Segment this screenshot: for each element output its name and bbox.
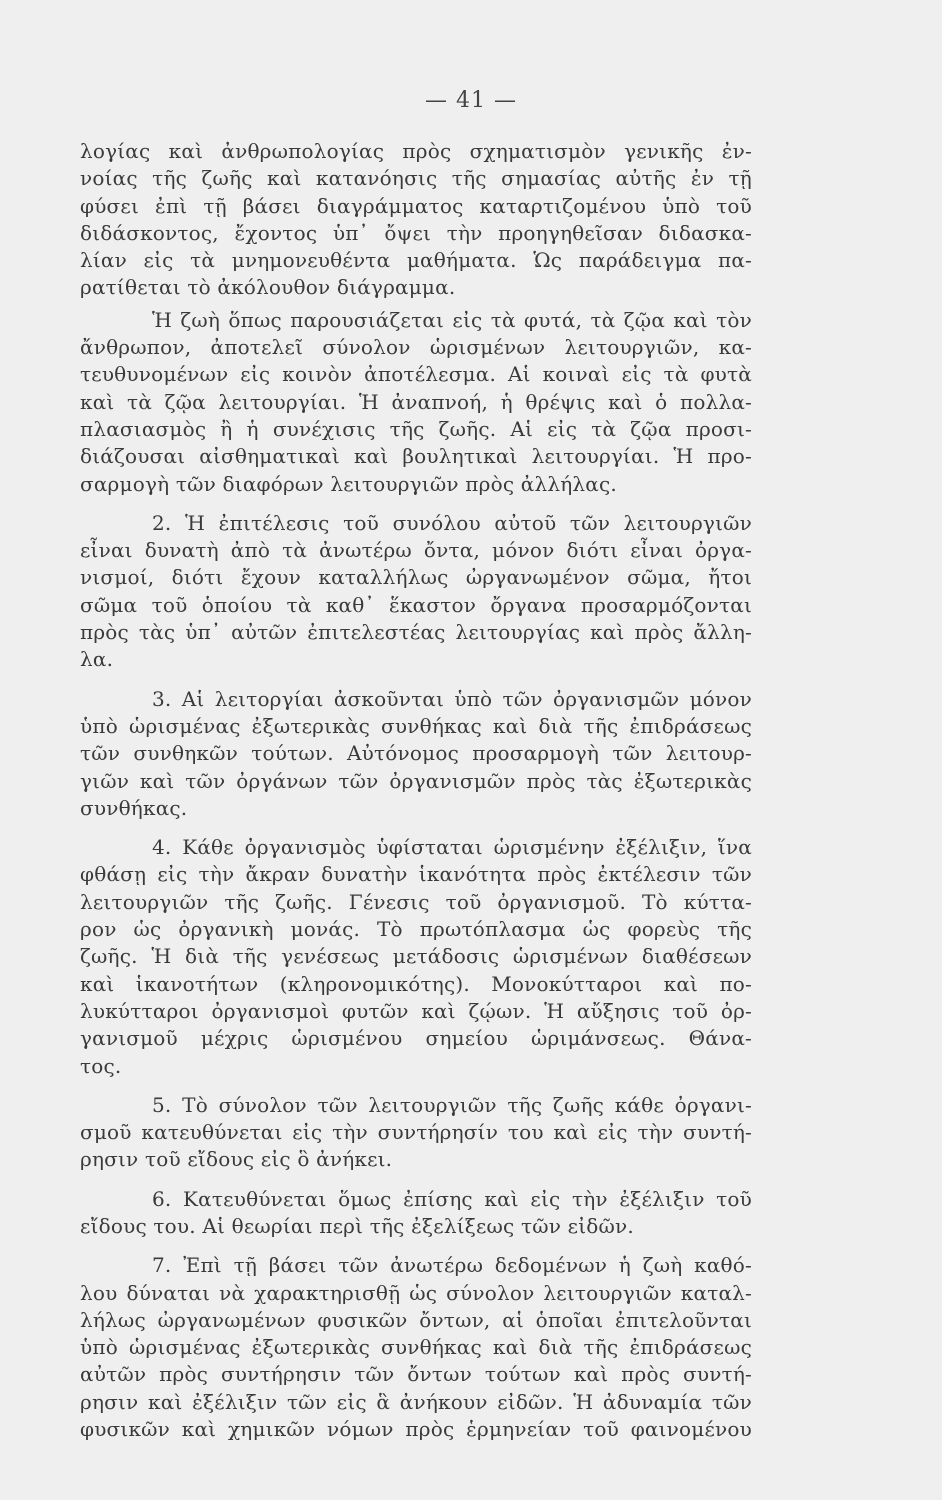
text-line: Ἡ ζωὴ ὅπως παρουσιάζεται εἰς τὰ φυτά, τὰ ζῷα καὶ τὸν	[152, 307, 752, 332]
page-body	[80, 138, 752, 1448]
text-line: 7. Ἐπὶ τῇ βάσει τῶν ἀνωτέρω δεδομένων ἡ ζωὴ καθό-	[152, 1253, 752, 1278]
text-line: εἶναι δυνατὴ ἀπὸ τὰ ἀνωτέρω ὄντα, μόνον διότι εἶναι ὀργα-	[80, 538, 752, 563]
text-line: λου δύναται νὰ χαρακτηρισθῇ ὡς σύνολον λειτουργιῶν καταλ-	[80, 1280, 752, 1305]
text-line: φθάσῃ εἰς τὴν ἄκραν δυνατὴν ἱκανότητα πρὸς ἐκτέλεσιν τῶν	[80, 862, 752, 887]
text-line: πρὸς τὰς ὑπ᾿ αὐτῶν ἐπιτελεστέας λειτουργίας καὶ πρὸς ἄλλη-	[80, 620, 752, 645]
paragraph-4	[80, 834, 752, 1080]
text-line: σμοῦ κατευθύνεται εἰς τὴν συντήρησίν του καὶ εἰς τὴν συντή-	[80, 1120, 752, 1145]
text-line: καὶ ἱκανοτήτων (κληρονομικότης). Μονοκύτταροι καὶ πο-	[80, 971, 752, 996]
text-line: σῶμα τοῦ ὁποίου τὰ καθ᾿ ἕκαστον ὄργανα προσαρμόζονται	[80, 592, 752, 617]
text-line: αὐτῶν πρὸς συντήρησιν τῶν ὄντων τούτων καὶ πρὸς συντή-	[80, 1362, 752, 1387]
text-line: γιῶν καὶ τῶν ὀργάνων τῶν ὀργανισμῶν πρὸς τὰς ἐξωτερικὰς	[80, 768, 752, 793]
text-line: λα.	[80, 647, 114, 672]
text-line: φυσικῶν καὶ χημικῶν νόμων πρὸς ἑρμηνείαν τοῦ φαινομένου	[80, 1417, 752, 1442]
text-line: συνθήκας.	[80, 795, 188, 820]
text-line: ὑπὸ ὡρισμένας ἐξωτερικὰς συνθήκας καὶ διὰ τῆς ἐπιδράσεως	[80, 1335, 752, 1360]
paragraph-5	[80, 1092, 752, 1174]
text-line: νισμοί, διότι ἔχουν καταλλήλως ὠργανωμένον σῶμα, ἤτοι	[80, 565, 752, 590]
text-line: ρατίθεται τὸ ἀκόλουθον διάγραμμα.	[80, 275, 456, 300]
text-line: ρησιν καὶ ἐξέλιξιν τῶν εἰς ἃ ἀνήκουν εἰδῶν. Ἡ ἀδυναμία τῶν	[80, 1389, 752, 1414]
text-line: πλασιασμὸς ἢ ἡ συνέχισις τῆς ζωῆς. Αἱ εἰς τὰ ζῷα προσι-	[80, 416, 752, 441]
text-line: ἄνθρωπον, ἀποτελεῖ σύνολον ὡρισμένων λειτουργιῶν, κα-	[80, 335, 752, 360]
text-line: λογίας καὶ ἀνθρωπολογίας πρὸς σχηματισμὸν γενικῆς ἐν-	[80, 139, 752, 163]
text-line: λειτουργιῶν τῆς ζωῆς. Γένεσις τοῦ ὀργανισμοῦ. Τὸ κύττα-	[80, 889, 752, 914]
text-line: ζωῆς. Ἡ διὰ τῆς γενέσεως μετάδοσις ὡρισμένων διαθέσεων	[80, 944, 752, 969]
text-line: ὑπὸ ὡρισμένας ἐξωτερικὰς συνθήκας καὶ διὰ τῆς ἐπιδράσεως	[80, 713, 752, 738]
text-line: τος.	[80, 1053, 122, 1078]
paragraph-6	[80, 1186, 752, 1241]
text-line: τῶν συνθηκῶν τούτων. Αὐτόνομος προσαρμογὴ τῶν λειτουρ-	[80, 741, 752, 766]
text-line: καὶ τὰ ζῷα λειτουργίαι. Ἡ ἀναπνοή, ἡ θρέψις καὶ ὁ πολλα-	[80, 389, 752, 414]
text-line: ρον ὡς ὀργανικὴ μονάς. Τὸ πρωτόπλασμα ὡς φορεὺς τῆς	[80, 917, 752, 942]
text-line: ρησιν τοῦ εἴδους εἰς ὃ ἀνήκει.	[80, 1147, 393, 1172]
paragraph-2	[80, 510, 752, 674]
text-line: νοίας τῆς ζωῆς καὶ κατανόησις τῆς σημασίας αὐτῆς ἐν τῇ	[80, 166, 752, 191]
text-line: γανισμοῦ μέχρις ὡρισμένου σημείου ὡριμάνσεως. Θάνα-	[80, 1026, 752, 1051]
text-line: 6. Κατευθύνεται ὅμως ἐπίσης καὶ εἰς τὴν ἐξέλιξιν τοῦ	[152, 1186, 752, 1211]
text-line: φύσει ἐπὶ τῇ βάσει διαγράμματος καταρτιζομένου ὑπὸ τοῦ	[80, 193, 752, 218]
text-line: λίαν εἰς τὰ μνημονευθέντα μαθήματα. Ὡς παράδειγμα πα-	[80, 248, 752, 273]
text-line: διδάσκοντος, ἔχοντος ὑπ᾿ ὄψει τὴν προηγηθεῖσαν διδασκα-	[80, 220, 752, 245]
text-line: 2. Ἡ ἐπιτέλεσις τοῦ συνόλου αὐτοῦ τῶν λειτουργιῶν	[152, 510, 752, 535]
text-line: εἴδους του. Αἱ θεωρίαι περὶ τῆς ἐξελίξεως τῶν εἰδῶν.	[80, 1213, 634, 1238]
paragraph-7	[80, 1252, 752, 1443]
text-line: 3. Αἱ λειτοργίαι ἀσκοῦνται ὑπὸ τῶν ὀργανισμῶν μόνον	[152, 686, 752, 711]
text-line: 4. Κάθε ὀργανισμὸς ὑφίσταται ὡρισμένην ἐξέλιξιν, ἵνα	[152, 835, 752, 860]
paragraph-life-definition	[80, 307, 752, 498]
text-line: τευθυνομένων εἰς κοινὸν ἀποτέλεσμα. Αἱ κοιναὶ εἰς τὰ φυτὰ	[80, 362, 752, 387]
paragraph-continuation	[80, 138, 752, 302]
text-line: διάζουσαι αἰσθηματικαὶ καὶ βουλητικαὶ λειτουργίαι. Ἡ προ-	[80, 444, 752, 469]
paragraph-3	[80, 686, 752, 822]
text-line: λυκύτταροι ὀργανισμοὶ φυτῶν καὶ ζῴων. Ἡ αὔξησις τοῦ ὀρ-	[80, 998, 752, 1023]
page-number: — 41 —	[425, 88, 517, 113]
text-line: σαρμογὴ τῶν διαφόρων λειτουργιῶν πρὸς ἀλλήλας.	[80, 471, 617, 496]
text-line: λήλως ὠργανωμένων φυσικῶν ὄντων, αἱ ὁποῖαι ἐπιτελοῦνται	[80, 1307, 752, 1332]
text-line: 5. Τὸ σύνολον τῶν λειτουργιῶν τῆς ζωῆς κάθε ὀργανι-	[152, 1092, 752, 1117]
